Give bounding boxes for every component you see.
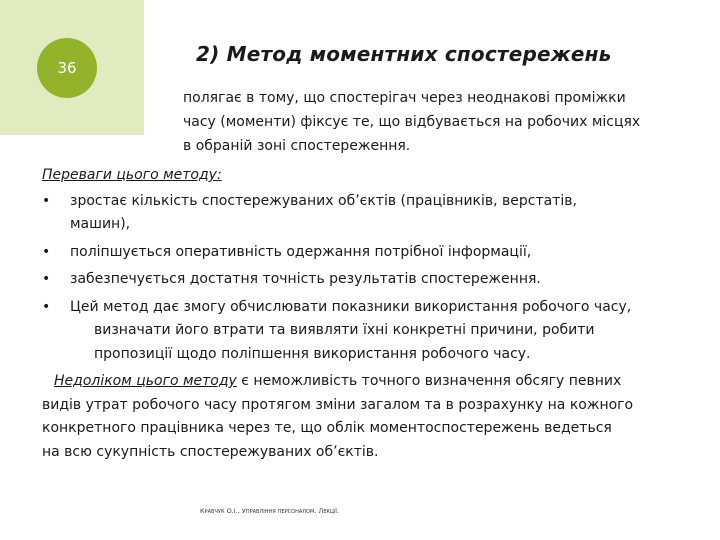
footer-credit: Кравчук О.І., Управління персоналом. Лекції. xyxy=(200,507,339,515)
bullet-line: Цей метод дає змогу обчислювати показники використання робочого часу, xyxy=(70,298,632,315)
bullet-line: зростає кількість спостережуваних об’єктів (працівників, верстатів, xyxy=(70,192,577,209)
page-number: 36 xyxy=(57,59,77,77)
list-item xyxy=(42,190,716,237)
bullet-line: забезпечується достатня точність результатів спостереження. xyxy=(70,271,541,287)
list-item xyxy=(42,268,716,292)
intro-line: в обраній зоні спостереження. xyxy=(183,138,411,154)
drawback-line: конкретного працівника через те, що облік моментоспостережень ведеться xyxy=(42,420,612,436)
drawback-line: видів утрат робочого часу протягом зміни загалом та в розрахунку на кожного xyxy=(42,396,634,413)
drawback-paragraph xyxy=(42,370,716,464)
slide-title: 2) Метод моментних спостережень xyxy=(196,42,612,66)
bullet-marker: • xyxy=(42,271,51,287)
bullet-marker: • xyxy=(42,192,51,209)
bullet-line: машин), xyxy=(70,216,131,232)
slide-body xyxy=(42,164,716,464)
bullet-marker: • xyxy=(42,243,51,260)
bullet-marker: • xyxy=(42,298,51,315)
advantages-heading: Переваги цього методу: xyxy=(42,167,222,183)
bullet-line: пропозиції щодо поліпшення використання робочого часу. xyxy=(94,345,531,362)
intro-text xyxy=(183,86,703,158)
intro-line: часу (моменти) фіксує те, що відбувається на робочих місцях xyxy=(183,114,641,130)
list-item xyxy=(42,241,716,265)
intro-line: полягає в тому, що спостерігач через неоднакові проміжки xyxy=(183,90,626,106)
drawback-lead: Недоліком цього методу xyxy=(54,373,237,389)
list-item xyxy=(42,296,716,367)
bullet-line: поліпшується оперативність одержання потрібної інформації, xyxy=(70,243,532,260)
drawback-line: є неможливість точного визначення обсягу певних xyxy=(236,373,622,389)
bullet-line: визначати його втрати та виявляти їхні конкретні причини, робити xyxy=(94,322,595,338)
drawback-line: на всю сукупність спостережуваних об’єктів. xyxy=(42,443,379,460)
page-number-badge xyxy=(37,38,97,98)
